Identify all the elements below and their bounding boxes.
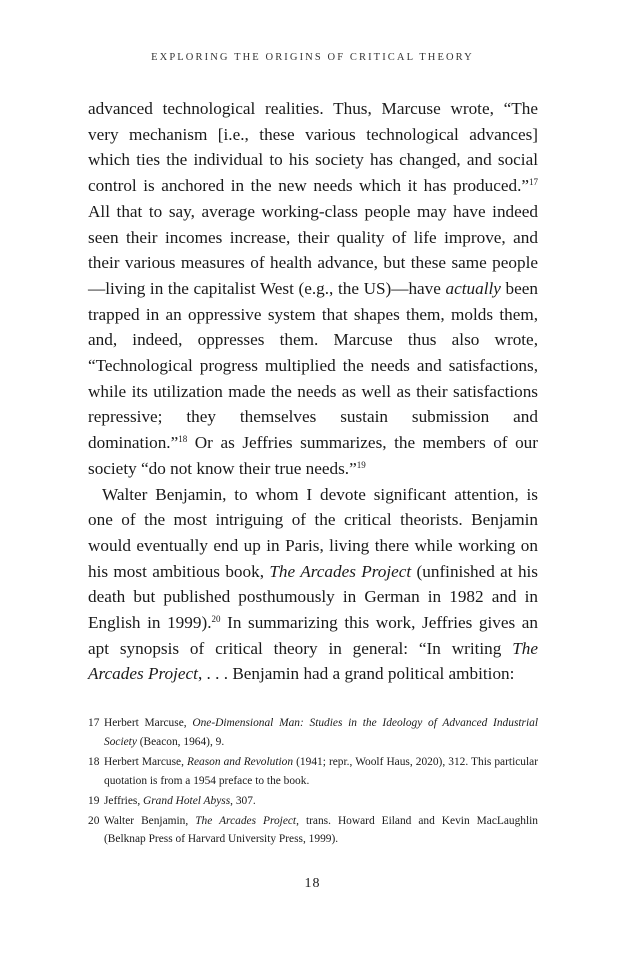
footnote: [88, 792, 538, 811]
footnote: [88, 753, 538, 791]
footnote-text: Herbert Marcuse,: [104, 717, 193, 729]
footnote-title: The Arcades Project: [195, 814, 297, 827]
text-run: Walter Benjamin, to whom I devote significant attention, is one of the most intriguing of the critical theorists. Benjamin would eventually end up in Paris, living there while working on his most ambitious book,: [88, 484, 538, 581]
body-text: [88, 96, 538, 687]
footnote-title: Grand Hotel Abyss: [143, 794, 231, 807]
footnote-ref[interactable]: 17: [529, 177, 538, 188]
text-run: Or as Jeffries summarizes, the members of our society “do not know their true needs.”: [88, 433, 538, 478]
footnote: [88, 714, 538, 752]
text-run: advanced technological realities. Thus, Marcuse wrote, “The very mechanism [i.e., these various technological advances] which ties the individual to his society has changed, and social control is anchored in the new needs which it has produced.”: [88, 99, 538, 196]
footnote-ref[interactable]: 19: [356, 459, 366, 470]
text-run: , . . . Benjamin had a grand political ambition:: [197, 664, 515, 684]
emphasis: actually: [445, 278, 501, 298]
footnote-text: (1941; repr., Woolf Haus, 2020), 312. This particular quotation is from a 1954 preface to the book.: [104, 755, 538, 787]
paragraph: [88, 96, 538, 482]
footnote-number: 18: [88, 755, 100, 768]
text-run: In summarizing this work, Jeffries gives an apt synopsis of critical theory in general: “In writing: [88, 613, 538, 658]
footnote-text: Herbert Marcuse,: [104, 755, 187, 768]
footnote-text: Walter Benjamin,: [104, 814, 196, 827]
text-run: All that to say, average working-class people may have indeed seen their incomes increase, their quality of life improve, and their various measures of health advance, but these same people—living in the capitalist West (e.g., the US)—have: [88, 201, 538, 298]
footnote-ref[interactable]: 20: [211, 614, 221, 625]
footnote-title: Reason and Revolution: [186, 755, 294, 768]
running-head: EXPLORING THE ORIGINS OF CRITICAL THEORY: [151, 52, 474, 63]
footnote: [88, 812, 538, 850]
page-number: 18: [304, 876, 321, 891]
footnote-ref[interactable]: 18: [178, 434, 188, 445]
book-title: The Arcades Project: [269, 561, 412, 581]
footnote-title: One-Dimensional Man: Studies in the Ideology of Advanced Industrial Society: [104, 717, 538, 748]
footnotes: [88, 714, 538, 850]
book-title: The Arcades Project: [88, 638, 538, 684]
footnote-number: 19: [88, 794, 100, 807]
footnote-text: (Beacon, 1964), 9.: [136, 735, 225, 748]
footnote-text: , 307.: [230, 794, 256, 807]
footnote-text: , trans. Howard Eiland and Kevin MacLaughlin (Belknap Press of Harvard University Press, 1999).: [104, 814, 539, 846]
text-run: (unfinished at his death but published posthumously in German in 1982 and in English in 1999).: [88, 561, 538, 633]
footnote-text: Jeffries,: [104, 794, 144, 807]
footnote-number: 20: [88, 814, 100, 827]
paragraph: [88, 482, 538, 688]
text-run: been trapped in an oppressive system that shapes them, molds them, and, indeed, oppresses them. Marcuse thus also wrote, “Technological progress multiplied the needs and satisfactions, while its utilization made the needs as well as their satisfactions repressive; they themselves sustain submission and domination.”: [88, 278, 538, 453]
footnote-number: 17: [88, 717, 100, 729]
